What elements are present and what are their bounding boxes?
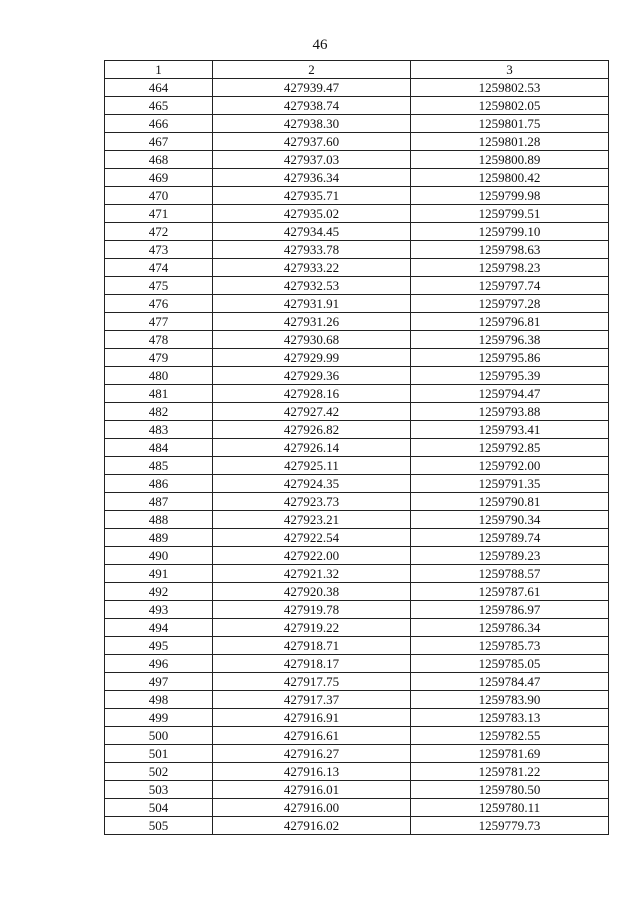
x-coordinate-cell: 427929.99 [213, 349, 411, 367]
x-coordinate-cell: 427916.27 [213, 745, 411, 763]
table-row [105, 511, 609, 529]
table-row [105, 205, 609, 223]
x-coordinate-cell: 427937.60 [213, 133, 411, 151]
y-coordinate-cell: 1259784.47 [411, 673, 609, 691]
point-number-cell: 494 [105, 619, 213, 637]
y-coordinate-cell: 1259796.81 [411, 313, 609, 331]
table-body [105, 79, 609, 835]
x-coordinate-cell: 427916.02 [213, 817, 411, 835]
header-row [105, 61, 609, 79]
x-coordinate-cell: 427933.78 [213, 241, 411, 259]
point-number-cell: 466 [105, 115, 213, 133]
y-coordinate-cell: 1259797.74 [411, 277, 609, 295]
table-row [105, 421, 609, 439]
point-number-cell: 465 [105, 97, 213, 115]
header-cell-1: 1 [105, 61, 213, 79]
table-row [105, 763, 609, 781]
x-coordinate-cell: 427931.26 [213, 313, 411, 331]
point-number-cell: 473 [105, 241, 213, 259]
point-number-cell: 491 [105, 565, 213, 583]
y-coordinate-cell: 1259793.41 [411, 421, 609, 439]
table-row [105, 547, 609, 565]
table-row [105, 331, 609, 349]
coordinates-table [104, 60, 609, 835]
x-coordinate-cell: 427919.78 [213, 601, 411, 619]
y-coordinate-cell: 1259796.38 [411, 331, 609, 349]
x-coordinate-cell: 427925.11 [213, 457, 411, 475]
y-coordinate-cell: 1259785.73 [411, 637, 609, 655]
x-coordinate-cell: 427917.37 [213, 691, 411, 709]
table-row [105, 313, 609, 331]
x-coordinate-cell: 427935.71 [213, 187, 411, 205]
table-row [105, 565, 609, 583]
table-row [105, 79, 609, 97]
y-coordinate-cell: 1259790.81 [411, 493, 609, 511]
x-coordinate-cell: 427917.75 [213, 673, 411, 691]
point-number-cell: 468 [105, 151, 213, 169]
y-coordinate-cell: 1259781.69 [411, 745, 609, 763]
x-coordinate-cell: 427938.30 [213, 115, 411, 133]
table-row [105, 241, 609, 259]
point-number-cell: 492 [105, 583, 213, 601]
table-row [105, 475, 609, 493]
x-coordinate-cell: 427921.32 [213, 565, 411, 583]
point-number-cell: 502 [105, 763, 213, 781]
point-number-cell: 471 [105, 205, 213, 223]
point-number-cell: 464 [105, 79, 213, 97]
point-number-cell: 482 [105, 403, 213, 421]
table-row [105, 403, 609, 421]
y-coordinate-cell: 1259781.22 [411, 763, 609, 781]
point-number-cell: 498 [105, 691, 213, 709]
point-number-cell: 476 [105, 295, 213, 313]
table-row [105, 259, 609, 277]
x-coordinate-cell: 427916.91 [213, 709, 411, 727]
table-row [105, 637, 609, 655]
y-coordinate-cell: 1259792.00 [411, 457, 609, 475]
table-row [105, 223, 609, 241]
x-coordinate-cell: 427938.74 [213, 97, 411, 115]
table-row [105, 151, 609, 169]
x-coordinate-cell: 427926.14 [213, 439, 411, 457]
point-number-cell: 499 [105, 709, 213, 727]
y-coordinate-cell: 1259801.28 [411, 133, 609, 151]
header-cell-3: 3 [411, 61, 609, 79]
table-row [105, 97, 609, 115]
y-coordinate-cell: 1259783.13 [411, 709, 609, 727]
y-coordinate-cell: 1259801.75 [411, 115, 609, 133]
table-row [105, 133, 609, 151]
x-coordinate-cell: 427939.47 [213, 79, 411, 97]
table-row [105, 583, 609, 601]
point-number-cell: 469 [105, 169, 213, 187]
point-number-cell: 496 [105, 655, 213, 673]
x-coordinate-cell: 427935.02 [213, 205, 411, 223]
x-coordinate-cell: 427916.01 [213, 781, 411, 799]
table-row [105, 727, 609, 745]
x-coordinate-cell: 427924.35 [213, 475, 411, 493]
point-number-cell: 489 [105, 529, 213, 547]
point-number-cell: 488 [105, 511, 213, 529]
point-number-cell: 500 [105, 727, 213, 745]
x-coordinate-cell: 427923.21 [213, 511, 411, 529]
table-row [105, 817, 609, 835]
point-number-cell: 483 [105, 421, 213, 439]
x-coordinate-cell: 427929.36 [213, 367, 411, 385]
x-coordinate-cell: 427928.16 [213, 385, 411, 403]
header-cell-2: 2 [213, 61, 411, 79]
y-coordinate-cell: 1259780.11 [411, 799, 609, 817]
table-row [105, 115, 609, 133]
x-coordinate-cell: 427919.22 [213, 619, 411, 637]
point-number-cell: 497 [105, 673, 213, 691]
point-number-cell: 480 [105, 367, 213, 385]
y-coordinate-cell: 1259780.50 [411, 781, 609, 799]
point-number-cell: 493 [105, 601, 213, 619]
point-number-cell: 495 [105, 637, 213, 655]
x-coordinate-cell: 427926.82 [213, 421, 411, 439]
y-coordinate-cell: 1259790.34 [411, 511, 609, 529]
y-coordinate-cell: 1259785.05 [411, 655, 609, 673]
table-row [105, 799, 609, 817]
x-coordinate-cell: 427923.73 [213, 493, 411, 511]
y-coordinate-cell: 1259792.85 [411, 439, 609, 457]
table-row [105, 673, 609, 691]
point-number-cell: 505 [105, 817, 213, 835]
point-number-cell: 467 [105, 133, 213, 151]
table-row [105, 709, 609, 727]
table-row [105, 655, 609, 673]
table-row [105, 691, 609, 709]
y-coordinate-cell: 1259802.53 [411, 79, 609, 97]
point-number-cell: 490 [105, 547, 213, 565]
y-coordinate-cell: 1259782.55 [411, 727, 609, 745]
table-row [105, 439, 609, 457]
y-coordinate-cell: 1259791.35 [411, 475, 609, 493]
point-number-cell: 474 [105, 259, 213, 277]
point-number-cell: 470 [105, 187, 213, 205]
y-coordinate-cell: 1259799.51 [411, 205, 609, 223]
y-coordinate-cell: 1259798.63 [411, 241, 609, 259]
point-number-cell: 472 [105, 223, 213, 241]
x-coordinate-cell: 427916.61 [213, 727, 411, 745]
y-coordinate-cell: 1259795.86 [411, 349, 609, 367]
point-number-cell: 475 [105, 277, 213, 295]
table-row [105, 529, 609, 547]
x-coordinate-cell: 427918.71 [213, 637, 411, 655]
table-row [105, 493, 609, 511]
point-number-cell: 478 [105, 331, 213, 349]
table-row [105, 457, 609, 475]
point-number-cell: 477 [105, 313, 213, 331]
point-number-cell: 479 [105, 349, 213, 367]
table-row [105, 601, 609, 619]
y-coordinate-cell: 1259800.89 [411, 151, 609, 169]
y-coordinate-cell: 1259789.74 [411, 529, 609, 547]
y-coordinate-cell: 1259798.23 [411, 259, 609, 277]
table-row [105, 745, 609, 763]
y-coordinate-cell: 1259793.88 [411, 403, 609, 421]
table-row [105, 277, 609, 295]
x-coordinate-cell: 427920.38 [213, 583, 411, 601]
x-coordinate-cell: 427932.53 [213, 277, 411, 295]
y-coordinate-cell: 1259799.10 [411, 223, 609, 241]
x-coordinate-cell: 427930.68 [213, 331, 411, 349]
x-coordinate-cell: 427937.03 [213, 151, 411, 169]
point-number-cell: 503 [105, 781, 213, 799]
y-coordinate-cell: 1259786.34 [411, 619, 609, 637]
x-coordinate-cell: 427931.91 [213, 295, 411, 313]
point-number-cell: 481 [105, 385, 213, 403]
table-row [105, 187, 609, 205]
table-header [105, 61, 609, 79]
table-row [105, 349, 609, 367]
y-coordinate-cell: 1259800.42 [411, 169, 609, 187]
y-coordinate-cell: 1259783.90 [411, 691, 609, 709]
y-coordinate-cell: 1259797.28 [411, 295, 609, 313]
x-coordinate-cell: 427922.00 [213, 547, 411, 565]
x-coordinate-cell: 427922.54 [213, 529, 411, 547]
x-coordinate-cell: 427927.42 [213, 403, 411, 421]
table-row [105, 367, 609, 385]
table-row [105, 619, 609, 637]
table-row [105, 169, 609, 187]
x-coordinate-cell: 427934.45 [213, 223, 411, 241]
point-number-cell: 485 [105, 457, 213, 475]
page-number: 46 [312, 37, 328, 53]
point-number-cell: 486 [105, 475, 213, 493]
x-coordinate-cell: 427916.13 [213, 763, 411, 781]
point-number-cell: 484 [105, 439, 213, 457]
y-coordinate-cell: 1259779.73 [411, 817, 609, 835]
y-coordinate-cell: 1259788.57 [411, 565, 609, 583]
table-row [105, 781, 609, 799]
point-number-cell: 501 [105, 745, 213, 763]
point-number-cell: 487 [105, 493, 213, 511]
point-number-cell: 504 [105, 799, 213, 817]
table-row [105, 295, 609, 313]
y-coordinate-cell: 1259787.61 [411, 583, 609, 601]
y-coordinate-cell: 1259789.23 [411, 547, 609, 565]
y-coordinate-cell: 1259802.05 [411, 97, 609, 115]
x-coordinate-cell: 427916.00 [213, 799, 411, 817]
y-coordinate-cell: 1259795.39 [411, 367, 609, 385]
x-coordinate-cell: 427933.22 [213, 259, 411, 277]
y-coordinate-cell: 1259794.47 [411, 385, 609, 403]
x-coordinate-cell: 427936.34 [213, 169, 411, 187]
x-coordinate-cell: 427918.17 [213, 655, 411, 673]
y-coordinate-cell: 1259799.98 [411, 187, 609, 205]
y-coordinate-cell: 1259786.97 [411, 601, 609, 619]
table-row [105, 385, 609, 403]
